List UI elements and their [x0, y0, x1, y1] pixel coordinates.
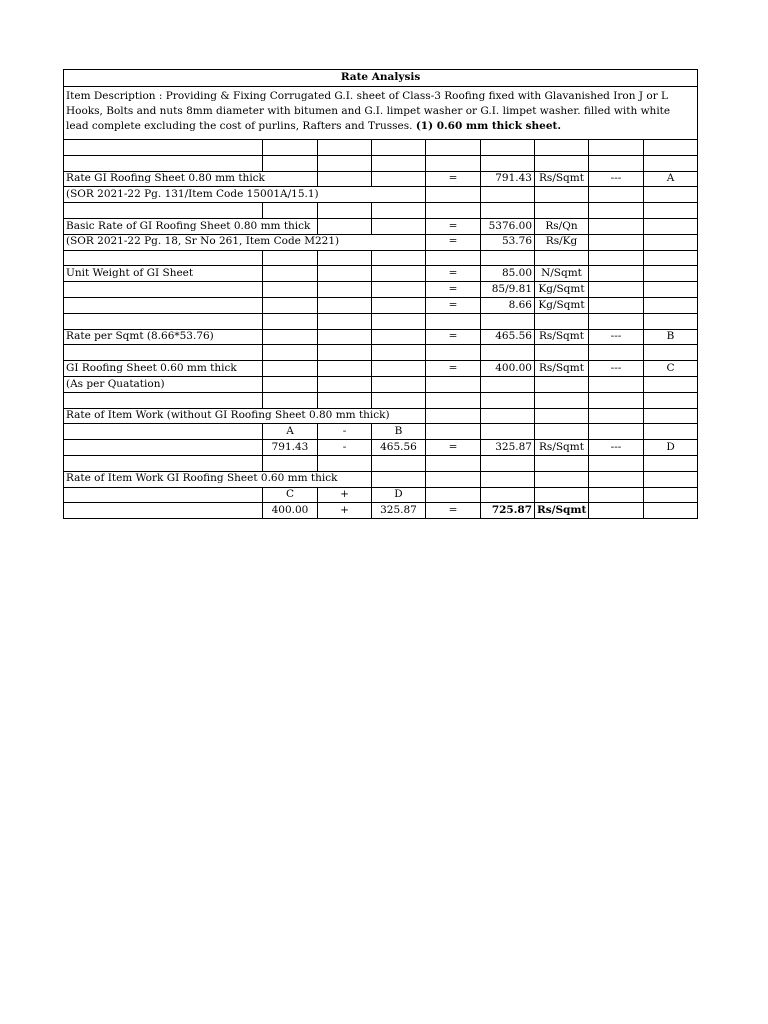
equals: =: [426, 361, 481, 377]
item-without-result: 325.87: [481, 440, 535, 456]
rate-gi-label: Rate GI Roofing Sheet 0.80 mm thick: [64, 171, 263, 187]
dash: ---: [589, 329, 644, 345]
operator-plus: +: [318, 503, 372, 519]
blank-row: [64, 140, 698, 156]
operand-a-value: 791.43: [263, 440, 318, 456]
rate-per-sqmt-ref: B: [644, 329, 698, 345]
item-with-calc-row: [64, 503, 698, 519]
dash: ---: [589, 361, 644, 377]
rate-per-sqmt-value: 465.56: [481, 329, 535, 345]
rate-gi-unit: Rs/Sqmt: [535, 171, 589, 187]
operand-c-header: C: [263, 487, 318, 503]
rate-per-sqmt-unit: Rs/Sqmt: [535, 329, 589, 345]
blank-row: [64, 250, 698, 266]
operand-b-header: B: [372, 424, 426, 440]
basic-rate-value: 5376.00: [481, 218, 535, 234]
operand-b-value: 465.56: [372, 440, 426, 456]
blank-row: [64, 313, 698, 329]
dash: ---: [589, 171, 644, 187]
operator-minus: -: [318, 424, 372, 440]
blank-row: [64, 203, 698, 219]
equals: =: [426, 266, 481, 282]
basic-rate-per-kg: 53.76: [481, 234, 535, 250]
rate-gi-source-row: [64, 187, 698, 203]
rate-gi-row: [64, 171, 698, 187]
equals: =: [426, 234, 481, 250]
rate-gi-source: (SOR 2021-22 Pg. 131/Item Code 15001A/15.1): [64, 187, 426, 203]
unit-weight-value: 85.00: [481, 266, 535, 282]
basic-rate-row: [64, 218, 698, 234]
operator-plus: +: [318, 487, 372, 503]
blank-row: [64, 455, 698, 471]
rate-per-sqmt-label: Rate per Sqmt (8.66*53.76): [64, 329, 263, 345]
item-without-calc-row: [64, 440, 698, 456]
description-bold: (1) 0.60 mm thick sheet.: [415, 120, 562, 133]
blank-row: [64, 345, 698, 361]
operator-minus: -: [318, 440, 372, 456]
unit-weight-row: [64, 297, 698, 313]
basic-rate-unit-kg: Rs/Kg: [535, 234, 589, 250]
basic-rate-label: Basic Rate of GI Roofing Sheet 0.80 mm thick: [64, 218, 263, 234]
item-without-label-row: [64, 408, 698, 424]
gi-060-ref: C: [644, 361, 698, 377]
rate-analysis-sheet: [63, 69, 698, 519]
item-with-label: Rate of Item Work GI Roofing Sheet 0.60 mm thick: [64, 471, 372, 487]
description-text: Item Description : Providing & Fixing Corrugated G.I. sheet of Class-3 Roofing fixed with Glavanished Iron J or L Hooks, Bolts and nuts 8mm diameter with bitumen and G.I. limpet washer or G.I. limpet washer. filled with white lead complete excluding the cost of purlins, Rafters and Trusses.: [66, 90, 671, 133]
blank-row: [64, 392, 698, 408]
equals: =: [426, 282, 481, 298]
basic-rate-source: (SOR 2021-22 Pg. 18, Sr No 261, Item Code M221): [64, 234, 426, 250]
blank-row: [64, 155, 698, 171]
operand-d-value: 325.87: [372, 503, 426, 519]
item-description: [64, 87, 698, 140]
description-row: [64, 87, 698, 140]
rate-gi-value: 791.43: [481, 171, 535, 187]
item-without-header-row: [64, 424, 698, 440]
final-rate-unit: Rs/Sqmt: [535, 503, 589, 519]
basic-rate-source-row: [64, 234, 698, 250]
dash: ---: [589, 440, 644, 456]
sheet-title: Rate Analysis: [64, 70, 698, 87]
gi-060-value: 400.00: [481, 361, 535, 377]
gi-060-source-row: [64, 376, 698, 392]
operand-a-header: A: [263, 424, 318, 440]
gi-060-unit: Rs/Sqmt: [535, 361, 589, 377]
equals: =: [426, 297, 481, 313]
unit-weight-unit: N/Sqmt: [535, 266, 589, 282]
unit-weight-unit: Kg/Sqmt: [535, 297, 589, 313]
unit-weight-row: [64, 282, 698, 298]
equals: =: [426, 218, 481, 234]
item-without-unit: Rs/Sqmt: [535, 440, 589, 456]
title-row: [64, 70, 698, 87]
item-with-label-row: [64, 471, 698, 487]
unit-weight-row: [64, 266, 698, 282]
final-rate-value: 725.87: [481, 503, 535, 519]
unit-weight-unit: Kg/Sqmt: [535, 282, 589, 298]
rate-per-sqmt-row: [64, 329, 698, 345]
rate-gi-ref: A: [644, 171, 698, 187]
unit-weight-value: 8.66: [481, 297, 535, 313]
equals: =: [426, 440, 481, 456]
item-without-ref: D: [644, 440, 698, 456]
item-with-header-row: [64, 487, 698, 503]
gi-060-source: (As per Quatation): [64, 376, 263, 392]
equals: =: [426, 503, 481, 519]
gi-060-row: [64, 361, 698, 377]
unit-weight-label: Unit Weight of GI Sheet: [64, 266, 263, 282]
equals: =: [426, 329, 481, 345]
gi-060-label: GI Roofing Sheet 0.60 mm thick: [64, 361, 263, 377]
unit-weight-value: 85/9.81: [481, 282, 535, 298]
item-without-label: Rate of Item Work (without GI Roofing Sheet 0.80 mm thick): [64, 408, 426, 424]
operand-d-header: D: [372, 487, 426, 503]
equals: =: [426, 171, 481, 187]
operand-c-value: 400.00: [263, 503, 318, 519]
basic-rate-unit: Rs/Qn: [535, 218, 589, 234]
